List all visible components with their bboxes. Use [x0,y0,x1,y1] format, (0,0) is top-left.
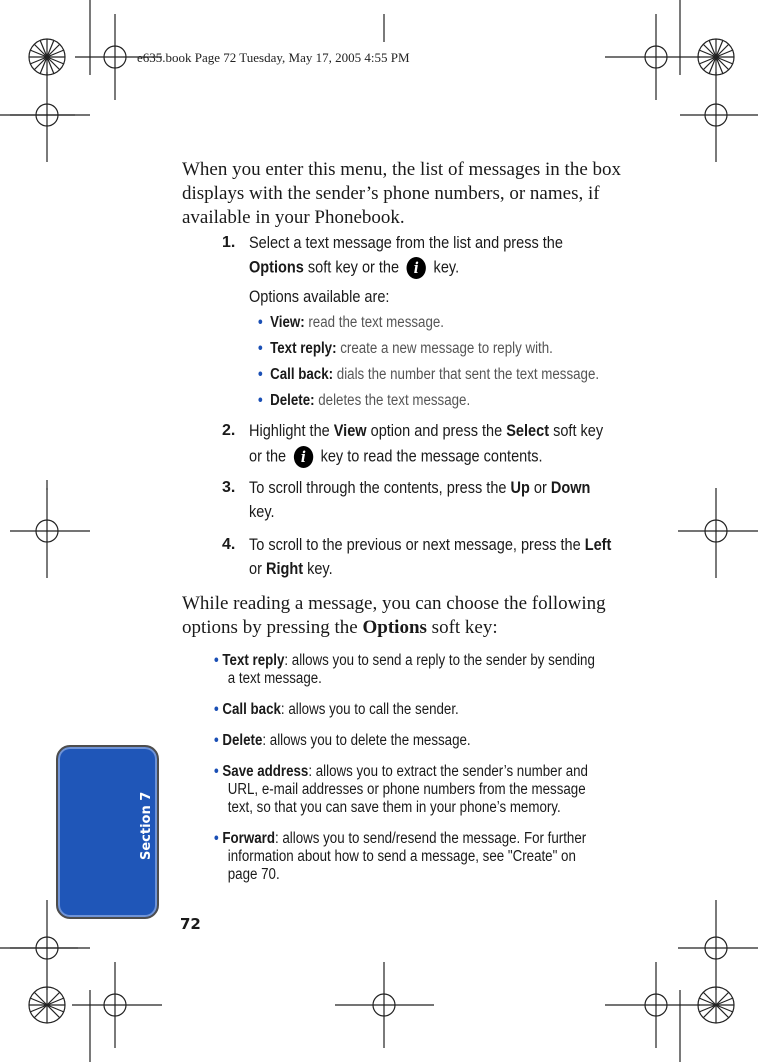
bullet-icon: • [214,652,219,669]
step-4 [222,536,235,554]
bullet-icon: • [214,701,219,718]
option-delete: • Delete: deletes the text message. [258,392,471,409]
step-1 [222,234,235,252]
page-number: 72 [180,915,201,933]
starburst-top-right [698,39,734,75]
option-view: • View: read the text message. [258,314,444,331]
registration-target-left-top [10,72,90,162]
reading-options-paragraph: While reading a message, you can choose the following options by pressing the Options soft key: [182,593,606,638]
registration-target-bottom-right [605,962,700,1062]
bullet-icon: • [214,732,219,749]
step-1-line-2: Options soft key or the i key. [249,258,460,277]
intro-paragraph: When you enter this menu, the list of messages in the box displays with the sender’s phone numbers, or names, if available in your Phonebook. [182,159,622,228]
registration-target-top-right [605,0,700,100]
registration-target-right-middle [678,488,758,578]
registration-target-right-top [680,72,758,162]
starburst-bottom-left [29,987,65,1023]
registration-target-right-bottom [678,900,758,990]
options-softkey-label: Options [249,258,304,277]
step-2-line-2: or the i key to read the message contents. [249,447,543,466]
reading-option-text-reply: • Text reply: allows you to send a reply to the sender by sending a text message. [214,652,595,687]
registration-target-bottom-left [0,948,162,1062]
step-3-line-2: key. [249,503,275,521]
step-number: 2. [222,422,236,439]
bullet-icon: • [214,830,219,847]
step-4-line-2: or Right key. [249,560,333,578]
step-3-line-1: To scroll through the contents, press the Up or Down [249,479,591,497]
bullet-icon: • [258,392,263,409]
starburst-top-left [29,39,65,75]
section-tab-label: Section 7 [139,791,154,860]
step-2-line-1: Highlight the View option and press the Select soft key [249,422,604,440]
option-call-back: • Call back: dials the number that sent the text message. [258,366,600,383]
options-available-label: Options available are: [249,288,390,306]
bullet-icon: • [258,366,263,383]
starburst-bottom-right [698,987,734,1023]
step-number: 3. [222,479,236,496]
registration-target-bottom-center [335,962,434,1048]
option-text-reply: • Text reply: create a new message to reply with. [258,340,553,357]
registration-target-left-middle [10,480,90,578]
ok-key-icon: i [294,446,313,468]
bullet-icon: • [214,763,219,780]
reading-option-delete: • Delete: allows you to delete the message. [214,732,471,749]
reading-option-forward: • Forward: allows you to send/resend the message. For further information about how to send a message, see "Create" on page 70. [214,830,587,883]
bullet-icon: • [258,314,263,331]
step-3 [222,479,235,497]
bullet-icon: • [258,340,263,357]
step-4-line-1: To scroll to the previous or next message, press the Left [249,536,612,554]
step-number: 1. [222,234,236,251]
step-1-line-1: Select a text message from the list and press the [249,234,563,252]
reading-option-call-back: • Call back: allows you to call the sender. [214,701,459,718]
ok-key-icon: i [407,257,426,279]
book-reference-header: e635.book Page 72 Tuesday, May 17, 2005 4:55 PM [137,50,410,65]
reading-option-save-address: • Save address: allows you to extract the sender’s number and URL, e-mail addresses or phone numbers from the message text, so that you can save them in your phone’s memory. [214,763,588,816]
step-number: 4. [222,536,236,553]
step-2 [222,422,235,440]
